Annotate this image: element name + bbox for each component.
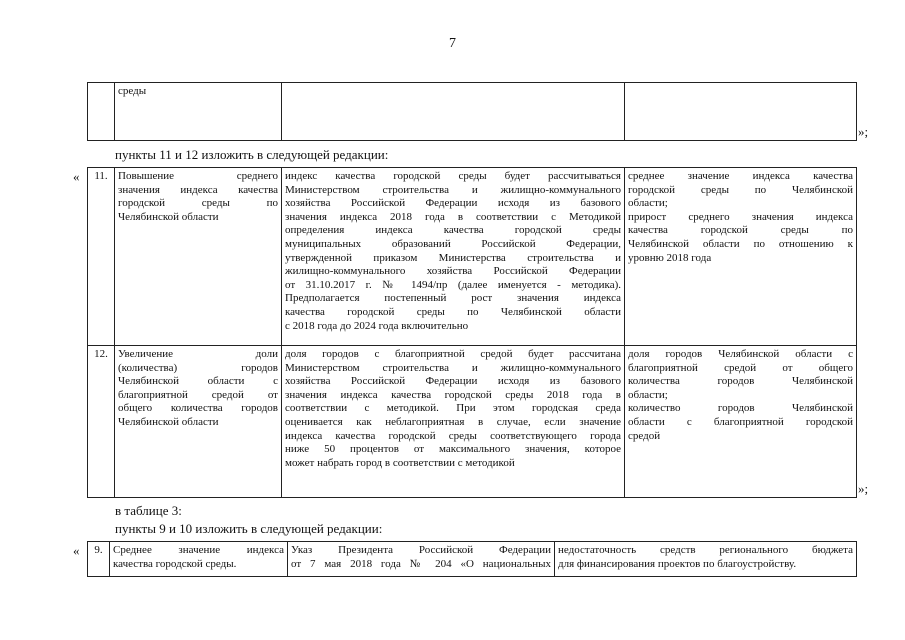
indicators-table	[87, 167, 857, 498]
text-line: доля городов Челябинской области с	[628, 348, 853, 360]
row-number: 12.	[88, 346, 115, 498]
text-line: уровню 2018 года	[628, 251, 712, 264]
text-line: Челябинской области по отношению к	[628, 237, 853, 250]
indicator-cell	[625, 346, 857, 498]
text-line: от 7 мая 2018 года № 204 «О национальных	[291, 557, 551, 570]
text-line: доля городов с благоприятной средой будет рассчитана	[285, 348, 621, 360]
text-line: Министерством строительства и жилищно-коммунального	[285, 183, 621, 196]
table-row	[88, 346, 857, 498]
close-quote-1: »;	[858, 124, 869, 139]
text-line: индекс качества городской среды будет рассчитываться	[285, 170, 621, 182]
intro-paragraph-2: в таблице 3:	[115, 503, 182, 518]
text-line: муниципальных образований Российской Федерации,	[285, 237, 621, 250]
text-line: утвержденной приказом Министерства строительства и	[285, 251, 621, 264]
text-line: значения индекса качества	[118, 183, 278, 196]
reason-cell	[555, 542, 857, 577]
text-line: хозяйства Российской Федерации исходя из базового	[285, 197, 621, 210]
text-line: может набрать город в соответствии с методикой	[285, 456, 515, 469]
row-number: 9.	[88, 542, 110, 577]
text-line: оценивается как неблагоприятная в случае, если значение	[285, 415, 621, 428]
open-quote-1: «	[73, 169, 80, 184]
text-line: ниже 50 процентов от максимального значения, которое	[285, 443, 621, 456]
text-line: качества городской среды.	[113, 557, 237, 570]
text-line: качества городской среды по	[628, 224, 853, 237]
text-line: Среднее значение индекса	[113, 544, 284, 556]
text-line: среднее значение индекса качества	[628, 170, 853, 182]
text-line: прирост среднего значения индекса	[628, 210, 853, 223]
method-cell	[282, 168, 625, 346]
table-3-fragment	[87, 541, 857, 577]
indicator-name-cell	[115, 346, 282, 498]
text-line: области с благоприятной городской	[628, 415, 853, 428]
indicator-cell	[625, 168, 857, 346]
prev-num-cell	[88, 83, 115, 141]
text-line: значения индекса качества городской среды 2018 года в	[285, 388, 621, 401]
text-line: благоприятной средой от общего	[628, 361, 853, 374]
prev-indicator-cell	[625, 83, 857, 141]
basis-cell	[288, 542, 555, 577]
indicator-name-cell	[110, 542, 288, 577]
page-number: 7	[449, 36, 456, 51]
text-line: Увеличение доли	[118, 348, 278, 360]
text-line: индекса качества городской среды соответствующего города	[285, 429, 621, 442]
open-quote-3: «	[73, 543, 80, 558]
row-number: 11.	[88, 168, 115, 346]
text-line: для финансирования проектов по благоустройству.	[558, 557, 797, 570]
intro-paragraph-3: пункты 9 и 10 изложить в следующей редакции:	[115, 521, 383, 536]
table-row	[88, 168, 857, 346]
text-line: Повышение среднего	[118, 170, 278, 182]
text-line: благоприятной средой от	[118, 388, 278, 401]
indicator-name-cell	[115, 168, 282, 346]
text-line: соответствии с методикой. При этом городская среда	[285, 402, 621, 415]
text-line: средой	[628, 429, 661, 442]
prev-method-cell	[282, 83, 625, 141]
prev-name-cell: среды	[115, 83, 282, 141]
text-line: качества городской среды по Челябинской области	[285, 305, 621, 318]
text-line: городской среды по	[118, 197, 278, 210]
text-line: количество городов Челябинской	[628, 402, 853, 415]
previous-table-fragment	[87, 82, 857, 141]
text-line: области;	[628, 197, 668, 210]
text-line: количества городов Челябинской	[628, 375, 853, 388]
table-row	[88, 542, 857, 577]
text-line: Челябинской области	[118, 210, 219, 223]
method-cell	[282, 346, 625, 498]
text-line: хозяйства Российской Федерации исходя из базового	[285, 375, 621, 388]
text-line: области;	[628, 388, 668, 401]
text-line: с 2018 года до 2024 года включительно	[285, 319, 469, 332]
text-line: Челябинской области	[118, 415, 219, 428]
text-line: Предполагается постепенный рост значения индекса	[285, 292, 621, 305]
text-line: от 31.10.2017 г. № 1494/пр (далее именуется - методика).	[285, 278, 621, 291]
text-line: жилищно-коммунального хозяйства Российской Федерации	[285, 265, 621, 278]
text-line: городской среды по Челябинской	[628, 183, 853, 196]
intro-paragraph-1: пункты 11 и 12 изложить в следующей редакции:	[115, 147, 389, 162]
text-line: определения индекса качества городской среды	[285, 224, 621, 237]
text-line: Указ Президента Российской Федерации	[291, 544, 551, 556]
text-line: (количества) городов	[118, 361, 278, 374]
text-line: общего количества городов	[118, 402, 278, 415]
text-line: Министерством строительства и жилищно-коммунального	[285, 361, 621, 374]
text-line: Челябинской области с	[118, 375, 278, 388]
text-line: значения индекса 2018 года в соответствии с Методикой	[285, 210, 621, 223]
text-line: недостаточность средств регионального бюджета	[558, 544, 853, 556]
close-quote-2: »;	[858, 481, 869, 496]
